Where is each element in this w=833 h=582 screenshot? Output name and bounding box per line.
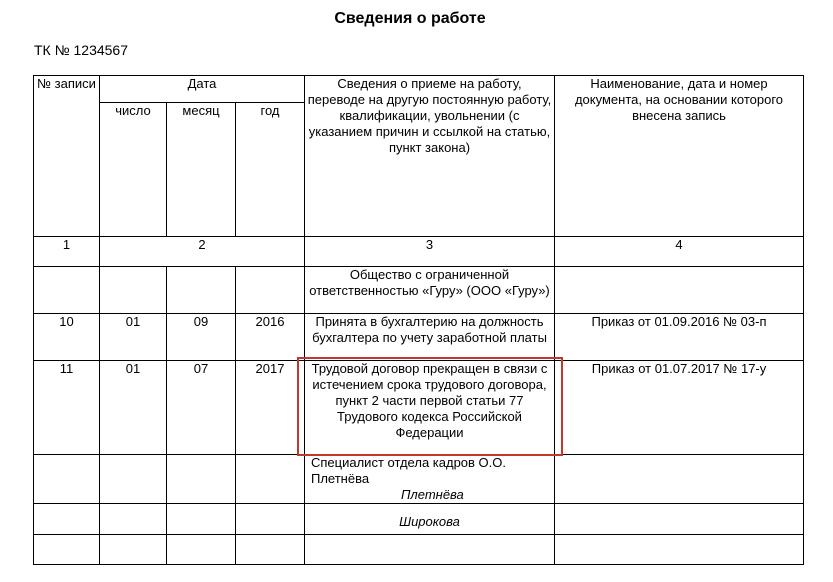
column-number-1: 1 bbox=[34, 237, 100, 267]
row-info: Трудовой договор прекращен в связи с истечением срока трудового договора, пункт 2 части первой статьи 77 Трудового кодекса Российской Федерации bbox=[305, 361, 555, 455]
row-year: 2017 bbox=[236, 361, 305, 455]
handwritten-signature: Широкова bbox=[399, 514, 460, 529]
row-day bbox=[100, 267, 167, 314]
row-day: 01 bbox=[100, 361, 167, 455]
signature-cell bbox=[305, 504, 555, 535]
column-number-2: 2 bbox=[100, 237, 305, 267]
work-records-table bbox=[33, 75, 804, 565]
header-employment-info: Сведения о приеме на работу, переводе на другую постоянную работу, квалификации, увольнении (с указанием причин и ссылкой на статью, пункт закона) bbox=[305, 76, 555, 237]
row-info: Общество с ограниченной ответственностью «Гуру» (ООО «Гуру») bbox=[305, 267, 555, 314]
handwritten-signature: Плетнёва bbox=[401, 487, 464, 502]
row-basis: Приказ от 01.07.2017 № 17-у bbox=[555, 361, 804, 455]
table-row bbox=[34, 267, 804, 314]
header-month: месяц bbox=[167, 103, 236, 237]
signature-text: Специалист отдела кадров О.О. Плетнёва bbox=[311, 455, 506, 486]
row-year: 2016 bbox=[236, 314, 305, 361]
row-month: 07 bbox=[167, 361, 236, 455]
row-basis bbox=[555, 267, 804, 314]
header-date: Дата bbox=[100, 76, 305, 103]
row-num: 10 bbox=[34, 314, 100, 361]
row-info: Принята в бухгалтерию на должность бухгалтера по учету заработной платы bbox=[305, 314, 555, 361]
table-row bbox=[34, 361, 804, 455]
header-basis-document: Наименование, дата и номер документа, на основании которого внесена запись bbox=[555, 76, 804, 237]
signature-cell bbox=[305, 455, 555, 504]
header-record-number: № записи bbox=[34, 76, 100, 237]
row-basis: Приказ от 01.09.2016 № 03-п bbox=[555, 314, 804, 361]
table-row bbox=[34, 314, 804, 361]
row-month bbox=[167, 267, 236, 314]
column-number-3: 3 bbox=[305, 237, 555, 267]
header-day: число bbox=[100, 103, 167, 237]
column-number-4: 4 bbox=[555, 237, 804, 267]
row-day: 01 bbox=[100, 314, 167, 361]
signature-row bbox=[34, 455, 804, 504]
row-num: 11 bbox=[34, 361, 100, 455]
signature-row bbox=[34, 504, 804, 535]
row-month: 09 bbox=[167, 314, 236, 361]
header-year: год bbox=[236, 103, 305, 237]
row-year bbox=[236, 267, 305, 314]
document-title: Сведения о работе bbox=[334, 10, 486, 27]
tk-number: ТК № 1234567 bbox=[34, 42, 129, 58]
row-num bbox=[34, 267, 100, 314]
